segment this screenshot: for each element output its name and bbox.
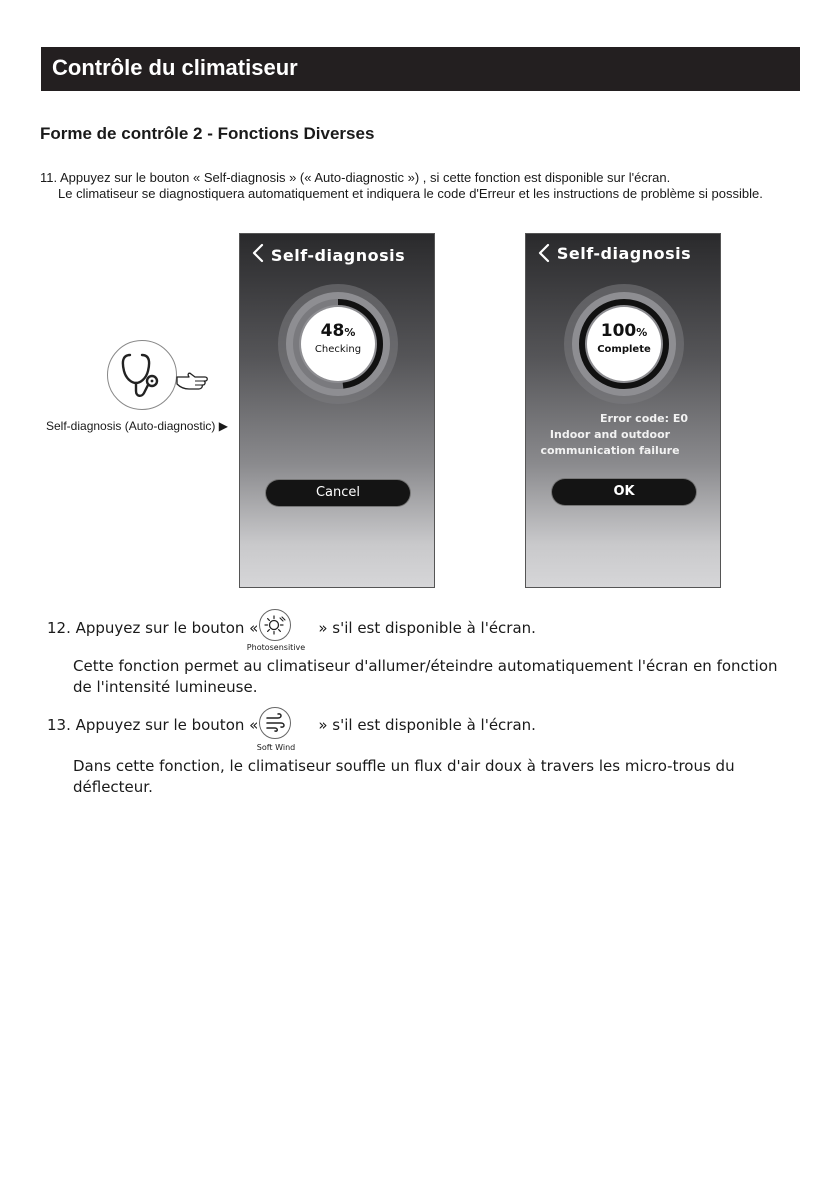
progress-status: Checking: [314, 344, 362, 355]
step-13-suffix: » s'il est disponible à l'écran.: [318, 716, 536, 734]
ok-button[interactable]: OK: [552, 479, 696, 505]
progress-status: Complete: [597, 344, 651, 355]
sun-icon: [260, 610, 290, 640]
step-11-line1: 11. Appuyez sur le bouton « Self-diagnosis » (« Auto-diagnostic ») , si cette fonction est disponible sur l'écran.: [40, 170, 671, 185]
screen-title: Self-diagnosis: [270, 246, 406, 265]
step-13-description: Dans cette fonction, le climatiseur souffle un flux d'air doux à travers les micro-trous du déflecteur.: [73, 757, 735, 796]
step-11-text: [40, 170, 780, 202]
stethoscope-icon: [108, 341, 176, 409]
error-message-line2: communication failure: [540, 444, 680, 457]
wind-icon: [260, 708, 290, 738]
phone-screen-checking: [239, 233, 435, 588]
step-12-prefix: 12. Appuyez sur le bouton «: [47, 619, 259, 637]
phone-screen-complete: [525, 233, 721, 588]
self-diagnosis-button[interactable]: [107, 340, 177, 410]
step-12-text: [47, 619, 536, 637]
progress-percent: 100%: [600, 321, 648, 341]
self-diagnosis-label: Self-diagnosis (Auto-diagnostic) ▶: [46, 419, 228, 433]
error-code: Error code: E0: [600, 412, 688, 425]
photosensitive-label: Photosensitive: [246, 643, 306, 652]
cancel-button[interactable]: Cancel: [266, 480, 410, 506]
progress-percent: 48%: [320, 321, 356, 341]
step-13-prefix: 13. Appuyez sur le bouton «: [47, 716, 259, 734]
step-11-line2: Le climatiseur se diagnostiquera automatiquement et indiquera le code d'Erreur et les instructions de problème si possible.: [58, 186, 763, 201]
title-bar: [41, 47, 800, 91]
soft-wind-button[interactable]: [259, 707, 291, 739]
step-12-description: Cette fonction permet au climatiseur d'allumer/éteindre automatiquement l'écran en fonction de l'intensité lumineuse.: [73, 657, 778, 696]
soft-wind-label: Soft Wind: [256, 743, 296, 752]
photosensitive-button[interactable]: [259, 609, 291, 641]
screen-title: Self-diagnosis: [556, 244, 692, 263]
page-title: Contrôle du climatiseur: [52, 55, 298, 80]
step-12-suffix: » s'il est disponible à l'écran.: [318, 619, 536, 637]
step-13-text: [47, 716, 536, 734]
section-heading: Forme de contrôle 2 - Fonctions Diverses: [40, 124, 375, 143]
error-message-line1: Indoor and outdoor: [549, 428, 671, 441]
pointing-hand-icon: [175, 371, 209, 391]
